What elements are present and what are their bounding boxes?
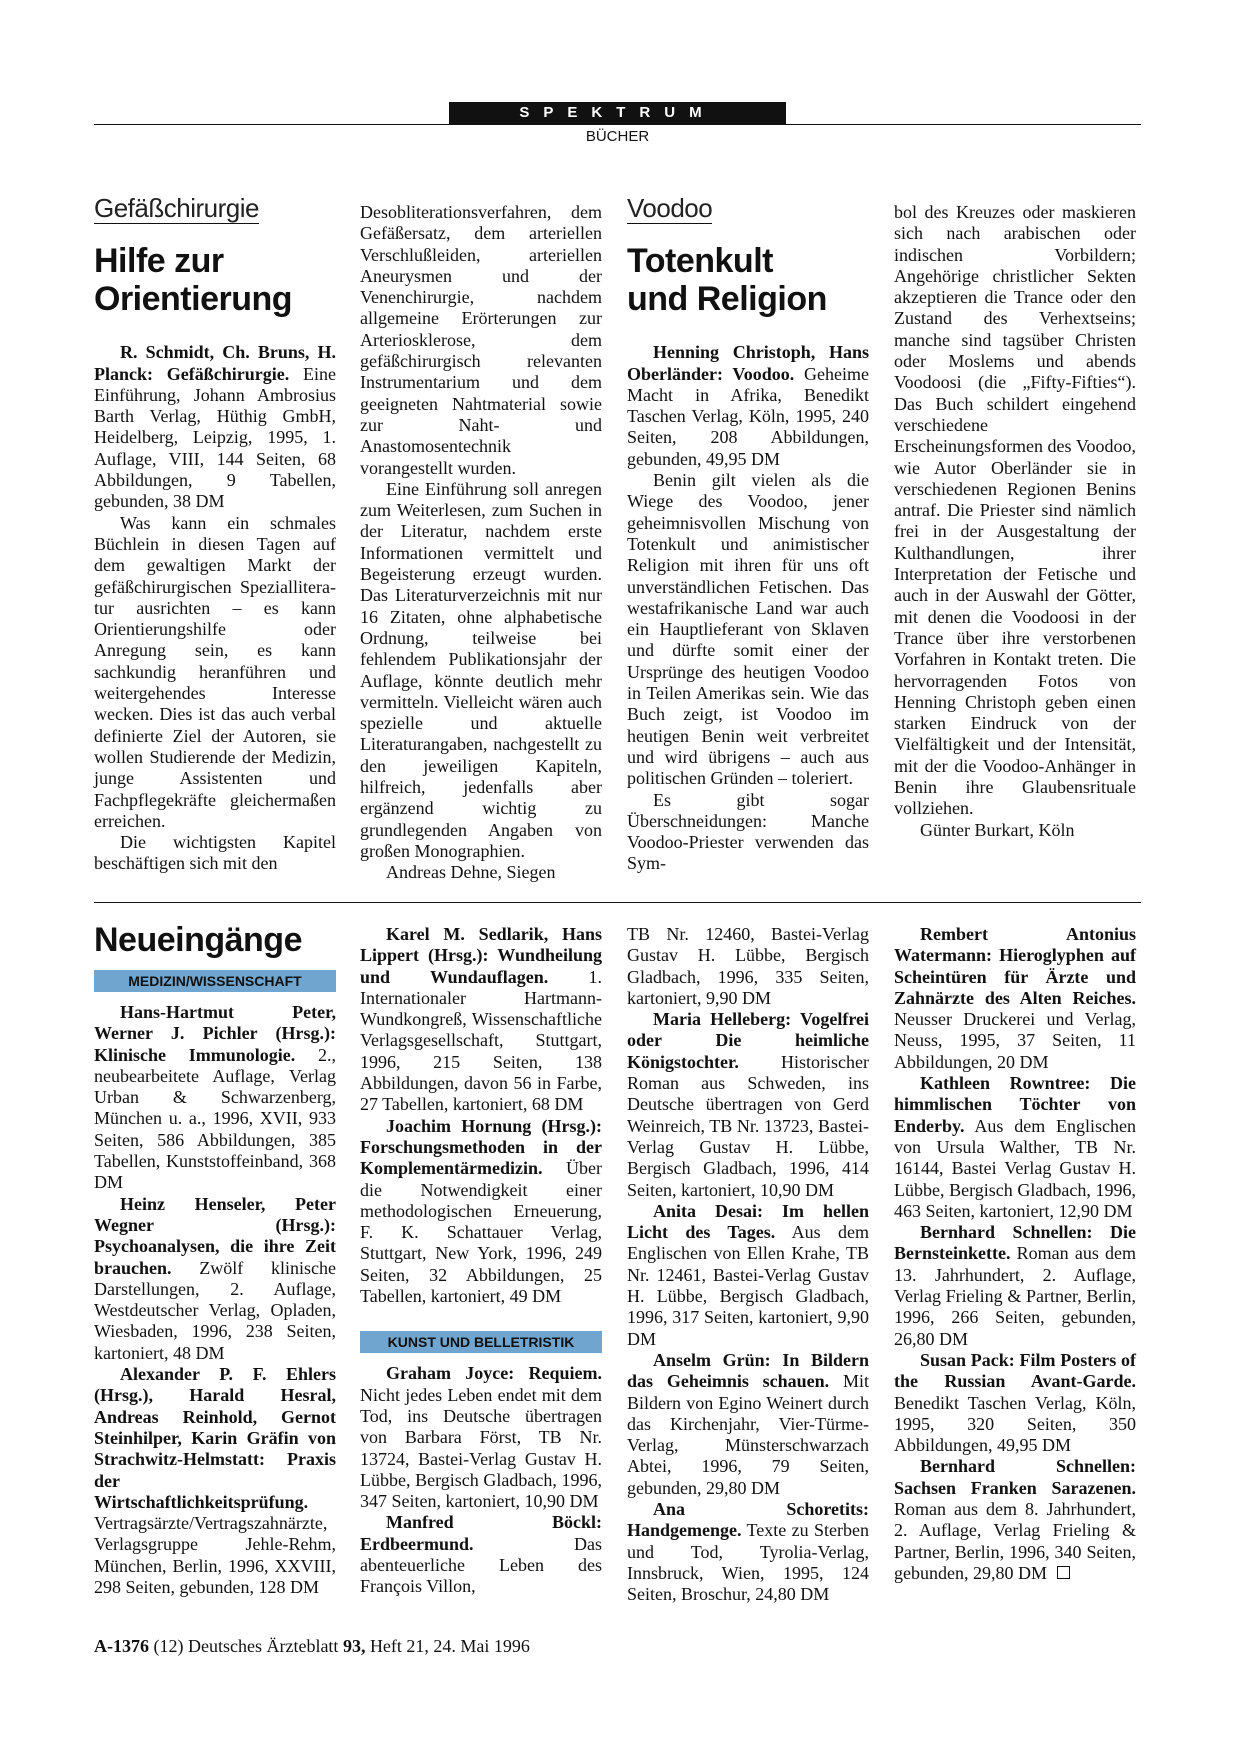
neueingaenge-title: Neueingänge xyxy=(94,921,302,959)
review1-headline-line2: Orientierung xyxy=(94,280,293,319)
entry-9 xyxy=(627,1201,869,1350)
entry-10-details: Mit Bildern von Egino Weinert durch das Kirchenjahr, Vier-Türme-Verlag, Münsterschwarzach Abtei, 1996, 79 Seiten, gebunden, 29,80 DM xyxy=(627,1371,869,1498)
review1-para1: Was kann ein schmales Büchlein in diesen Tagen auf dem gewaltigen Markt der gefäßchirurgischen Spezialliteratur ausrichten – es kann Orientierungshilfe oder Anregung sein, es kann sachkundig heranführen und weitergehendes Interesse wecken. Dies ist das auch verbal definierte Ziel der Autoren, sie wollen Studierende der Medizin, junge Assistenten und Fachpflegekräfte gleichermaßen erreichen. xyxy=(94,512,336,831)
review2-para2-cont: bol des Kreuzes oder maskieren sich nach arabischen oder indischen Vorbildern; Angehörige christlicher Sekten akzeptieren die Trance oder den Zustand des Verhextseins; manche sind tagsüber Christen oder Moslems und abends Voodoosi (die „Fifty-Fifties“). Das Buch schildert eingehend verschiedene Erscheinungsformen des Voodoo, wie Autor Oberländer sie in verschiedenen Regionen Benins antraf. Die Priester sind nämlich frei in der Ausgestaltung der Kulthandlungen, ihrer Interpretation der Fetische und auch in der Auswahl der Götter, mit denen die Voodoosi in der Trance über ihre verstorbenen Vorfahren in Kontakt treten. Die hervorragenden Fotos von Henning Christoph geben einen starken Eindruck von der Vielfältigkeit und der Intensität, mit der die Voodoo-Anhänger in Benin ihre Glaubensrituale vollziehen. xyxy=(894,202,1136,819)
entry-8 xyxy=(627,1009,869,1201)
review2-headline-line2: und Religion xyxy=(627,280,827,319)
category-medizin-wissenschaft: MEDIZIN/WISSENSCHAFT xyxy=(94,970,336,992)
entry-12 xyxy=(894,924,1136,1073)
review2-headline xyxy=(627,242,869,318)
entry-14-title: Bernhard Schnellen: Die Bernsteinkette. xyxy=(894,1222,1136,1264)
review1-body-part1 xyxy=(94,342,336,874)
entry-8-title: Maria Helleberg: Vogelfrei oder Die heimliche Königstochter. xyxy=(627,1009,869,1072)
entry-8-details: Historischer Roman aus Schweden, ins Deutsche übertragen von Gerd Weinreich, TB Nr. 13723, Bastei-Verlag Gustav H. Lübbe, Bergisch Gladbach, 1996, 414 Seiten, kartoniert, 10,90 DM xyxy=(627,1051,869,1200)
review1-column-1 xyxy=(94,193,336,874)
neueingaenge-column-2 xyxy=(360,924,603,1597)
entry-2-details: Zwölf klinische Darstellungen, 2. Auflage, Westdeutscher Verlag, Opladen, Wiesbaden, 1996, 238 Seiten, kartoniert, 48 DM xyxy=(94,1257,336,1363)
review2-body-part1 xyxy=(627,342,869,874)
entry-12-title: Rembert Antonius Watermann: Hieroglyphen auf Scheintüren für Ärzte und Zahnärzte des Alten Reiches. xyxy=(894,924,1136,1008)
review2-para2-start: Es gibt sogar Überschneidungen: Manche Voodoo-Priester verwenden das Sym- xyxy=(627,789,869,874)
entry-13-title: Kathleen Rowntree: Die himmlischen Töchter von Enderby. xyxy=(894,1073,1136,1136)
review1-citation-rest: Eine Einführung, Johann Ambrosius Barth Verlag, Hüthig GmbH, Heidelberg, Leipzig, 1995, 1. Auflage, VIII, 144 Seiten, 68 Abbildungen, 9 Tabellen, gebunden, 38 DM xyxy=(94,363,336,512)
entry-4-title: Karel M. Sedlarik, Hans Lippert (Hrsg.): Wundheilung und Wundauflagen. xyxy=(360,924,602,987)
volume-number: 93, xyxy=(342,1636,366,1656)
issue-suffix: Heft 21, 24. Mai 1996 xyxy=(365,1636,530,1656)
entry-7: Manfred Böckl: Erdbeermund. Das abenteuerliche Leben des François Villon, xyxy=(360,1512,602,1597)
entry-9-title: Anita Desai: Im hellen Licht des Tages. xyxy=(627,1200,869,1243)
neueingaenge-column-1 xyxy=(94,912,336,1598)
entry-1-details: 2., neubearbeitete Auflage, Verlag Urban & Schwarzenberg, München u. a., 1996, XVII, 933 Seiten, 586 Abbildungen, 385 Tabellen, Kunststoffeinband, 368 DM xyxy=(94,1044,337,1193)
entry-7-title: Manfred Böckl: Erdbeermund. xyxy=(360,1512,602,1554)
end-of-article-mark xyxy=(1057,1566,1070,1579)
entry-13-details: Aus dem Englischen von Ursula Walther, TB Nr. 16144, Bastei Verlag Gustav H. Lübbe, Bergisch Gladbach, 1996, 463 Seiten, kartoniert, 12,90 DM xyxy=(894,1115,1136,1221)
review1-topic: Gefäßchirurgie xyxy=(94,193,259,223)
review1-column-2 xyxy=(360,202,602,884)
entry-11-title: Ana Schoretits: Handgemenge. xyxy=(627,1499,869,1541)
entry-5-details: Über die Notwendigkeit einer methodologischen Erneuerung, F. K. Schattauer Verlag, Stuttgart, New York, 1996, 249 Seiten, 32 Abbildungen, 25 Tabellen, kartoniert, 49 DM xyxy=(360,1158,602,1307)
entry-2-title: Heinz Henseler, Peter Wegner (Hrsg.): Psychoanalysen, die ihre Zeit brauchen. xyxy=(94,1193,336,1278)
entry-3 xyxy=(94,1364,336,1598)
review2-citation-bold: Henning Christoph, Hans Oberländer: Voodoo. xyxy=(627,342,869,384)
entry-14-details: Roman aus dem 13. Jahrhundert, 2. Auflage, Verlag Frieling & Partner, Berlin, 1996, 266 Seiten, gebunden, 26,80 DM xyxy=(894,1243,1136,1349)
entry-3-details: Vertragsärzte/Vertragszahnärzte, Verlagsgruppe Jehle-Rehm, München, Berlin, 1996, XXVIII, 298 Seiten, gebunden, 128 DM xyxy=(94,1513,336,1598)
neueingaenge-column-3 xyxy=(627,924,869,1606)
entry-16-details: Roman aus dem 8. Jahrhundert, 2. Auflage, Verlag Frieling & Partner, Berlin, 1996, 340 Seiten, gebunden, 29,80 DM xyxy=(894,1499,1136,1583)
entry-4-details: 1. Internationaler Hartmann-Wundkongreß, Wissenschaftliche Verlagsgesellschaft, Stuttgart, 1996, 215 Seiten, 138 Abbildungen, davon 56 in Farbe, 27 Tabellen, kartoniert, 68 DM xyxy=(360,966,603,1115)
entry-11 xyxy=(627,1499,869,1605)
review1-headline xyxy=(94,242,336,318)
issue-prefix: (12) Deutsches Ärzteblatt xyxy=(149,1636,343,1656)
review2-citation-rest: Geheime Macht in Afrika, Benedikt Taschen Verlag, Köln, 1995, 240 Seiten, 208 Abbildungen, gebunden, 49,95 DM xyxy=(627,363,869,469)
review1-signature: Andreas Dehne, Siegen xyxy=(386,862,556,883)
review1-para2-cont: Desobliterationsverfahren, dem Gefäßersatz, dem arteriellen Verschlußleiden, arteriellen Aneurysmen und der Venenchirurgie, nachdem allgemeine Erörterungen zur Arteriosklerose, dem gefäßchirurgisch relevanten Instrumentarium und dem geeigneten Nahtmaterial sowie zur Naht- und Anastomosentechnik vorangestellt wurden. xyxy=(360,202,602,478)
review2-para1: Benin gilt vielen als die Wiege des Voodoo, jener geheimnisvollen Mischung von Totenkult und animistischer Religion mit ihren für uns oft unverständlichen Fetischen. Das westafrikanische Land war auch ein Hauptlieferant von Sklaven und dürfte somit einer der Ursprünge des heutigen Voodoo in Teilen Amerikas sein. Wie das Buch zeigt, ist Voodoo im heutigen Benin weit verbreitet und wird übrigens – auch aus politischen Gründen – toleriert. xyxy=(627,470,869,789)
entry-7-cont: TB Nr. 12460, Bastei-Verlag Gustav H. Lübbe, Bergisch Gladbach, 1996, 335 Seiten, kartoniert, 9,90 DM xyxy=(627,924,869,1008)
entry-15-details: Benedikt Taschen Verlag, Köln, 1995, 320 Seiten, 350 Abbildungen, 49,95 DM xyxy=(894,1392,1136,1456)
entry-6 xyxy=(360,1363,602,1512)
page-footer xyxy=(94,1636,530,1657)
review2-topic: Voodoo xyxy=(627,193,713,223)
entry-16 xyxy=(894,1456,1136,1584)
entry-2 xyxy=(94,1194,336,1364)
entry-15 xyxy=(894,1350,1136,1456)
review2-signature: Günter Burkart, Köln xyxy=(920,819,1075,840)
entry-16-title: Bernhard Schnellen: Sachsen Franken Sarazenen. xyxy=(894,1456,1136,1498)
header-rule xyxy=(94,124,1141,125)
entry-5 xyxy=(360,1116,602,1308)
review2-citation xyxy=(627,342,869,470)
entry-10 xyxy=(627,1350,869,1499)
review1-citation-bold: R. Schmidt, Ch. Bruns, H. Planck: Gefäßchirurgie. xyxy=(94,342,336,384)
entry-15-title: Susan Pack: Film Posters of the Russian Avant-Garde. xyxy=(894,1349,1136,1392)
entry-5-title: Joachim Hornung (Hrsg.): Forschungsmethoden in der Komplementärmedizin. xyxy=(360,1115,602,1179)
entry-12-details: Neusser Druckerei und Verlag, Neuss, 1995, 37 Seiten, 11 Abbildungen, 20 DM xyxy=(894,1009,1136,1072)
entry-13 xyxy=(894,1073,1136,1222)
subsection-label: BÜCHER xyxy=(585,128,650,145)
review2-column-2 xyxy=(894,202,1136,841)
review2-column-1 xyxy=(627,193,869,874)
review1-para3: Eine Einführung soll anregen zum Weiterlesen, zum Suchen in der Literatur, nachdem erste Informationen vermittelt und Begeisterung erzeugt wurden. Das Literaturverzeichnis mit nur 16 Zitaten, ohne alphabetische Ordnung, teilweise bei fehlendem Publikationsjahr der Auflage, könnte deutlich mehr vermitteln. Vielleicht wären auch spezielle und aktuelle Literaturangaben, nachgestellt zu den jeweiligen Kapiteln, hilfreich, jedenfalls aber ergänzend wichtig zu grundlegenden Angaben von großen Monographien. xyxy=(360,478,602,861)
entry-4 xyxy=(360,924,602,1116)
entry-6-title: Graham Joyce: Requiem. xyxy=(386,1363,602,1384)
entry-11-details: Texte zu Sterben und Tod, Tyrolia-Verlag, Innsbruck, Wien, 1995, 124 Seiten, Broschur, 24,80 DM xyxy=(627,1520,869,1605)
entry-9-details: Aus dem Englischen von Ellen Krahe, TB Nr. 12461, Bastei-Verlag Gustav H. Lübbe, Bergisch Gladbach, 1996, 317 Seiten, kartoniert, 9,90 DM xyxy=(627,1222,869,1349)
entry-7-part1 xyxy=(360,1512,602,1597)
entry-14 xyxy=(894,1222,1136,1350)
page-number: A-1376 xyxy=(94,1636,149,1656)
review1-headline-line1: Hilfe zur xyxy=(94,242,224,281)
entry-1 xyxy=(94,1002,336,1194)
section-header-spektrum: SPEKTRUM xyxy=(449,102,786,124)
section-divider xyxy=(94,902,1141,903)
entry-3-title: Alexander P. F. Ehlers (Hrsg.), Harald Hesral, Andreas Reinhold, Gernot Steinhilper, Karin Gräfin von Strachwitz-Helmstatt: Praxis der Wirtschaftlichkeitsprüfung. xyxy=(94,1364,336,1512)
neueingaenge-column-4 xyxy=(894,924,1136,1584)
entry-1-title: Hans-Hartmut Peter, Werner J. Pichler (Hrsg.): Klinische Immunologie. xyxy=(94,1002,336,1065)
review1-para2-start: Die wichtigsten Kapitel beschäftigen sich mit den xyxy=(94,832,336,874)
review2-headline-line1: Totenkult xyxy=(627,242,773,281)
entry-6-details: Nicht jedes Leben endet mit dem Tod, ins Deutsche übertragen von Barbara Först, TB Nr. 13724, Bastei-Verlag Gustav H. Lübbe, Bergisch Gladbach, 1996, 347 Seiten, kartoniert, 10,90 DM xyxy=(360,1384,602,1512)
review1-citation xyxy=(94,342,336,512)
entry-10-title: Anselm Grün: In Bildern das Geheimnis schauen. xyxy=(627,1349,869,1392)
category-kunst-belletristik: KUNST UND BELLETRISTIK xyxy=(360,1331,602,1353)
